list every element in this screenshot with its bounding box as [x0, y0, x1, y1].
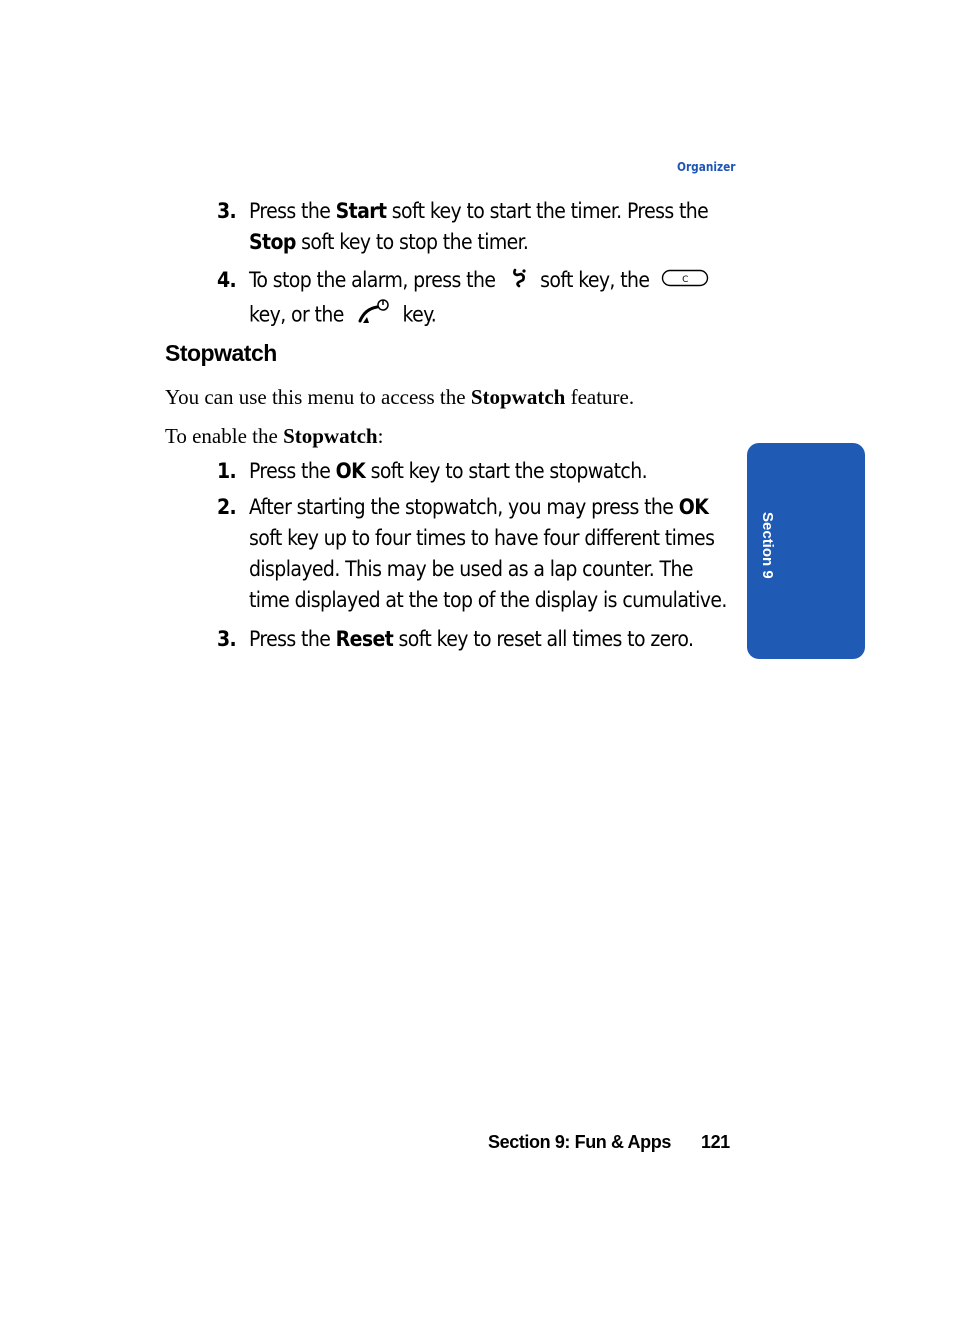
section-tab-label: Section 9 [759, 512, 776, 579]
step-text: To stop the alarm, press the soft key, the C key, or the key. [249, 265, 737, 334]
step-1-start [217, 456, 737, 487]
step-text: After starting the stopwatch, you may press the OK soft key up to four times to have four different times displayed. This may be used as a lap counter. The time displayed at the top of the display is cumulative. [249, 495, 727, 612]
enable-paragraph: To enable the Stopwatch: [165, 424, 384, 448]
step-text: Press the Start soft key to start the timer. Press the Stop soft key to stop the timer. [249, 199, 709, 254]
clear-key-icon [661, 266, 709, 297]
section-heading: Stopwatch [165, 340, 277, 366]
svg-text:C: C [681, 274, 688, 285]
step-number: 3. [217, 199, 237, 223]
step-3-timer [217, 196, 737, 258]
intro-paragraph: You can use this menu to access the Stopwatch feature. [165, 385, 635, 409]
page-footer [488, 1132, 730, 1153]
step-4-alarm [217, 265, 737, 334]
footer-section: Section 9: Fun & Apps [488, 1132, 671, 1152]
step-3-reset [217, 624, 737, 655]
running-header: Organizer [677, 160, 736, 174]
step-2-lap [217, 492, 729, 616]
step-text: Press the Reset soft key to reset all times to zero. [249, 627, 694, 651]
step-number: 1. [217, 459, 237, 483]
page-number: 121 [700, 1132, 730, 1152]
end-soft-key-icon [511, 266, 529, 297]
step-text: Press the OK soft key to start the stopwatch. [249, 459, 647, 483]
end-call-key-icon [357, 297, 391, 334]
step-number: 4. [217, 268, 237, 292]
step-number: 3. [217, 627, 237, 651]
step-number: 2. [217, 495, 237, 519]
